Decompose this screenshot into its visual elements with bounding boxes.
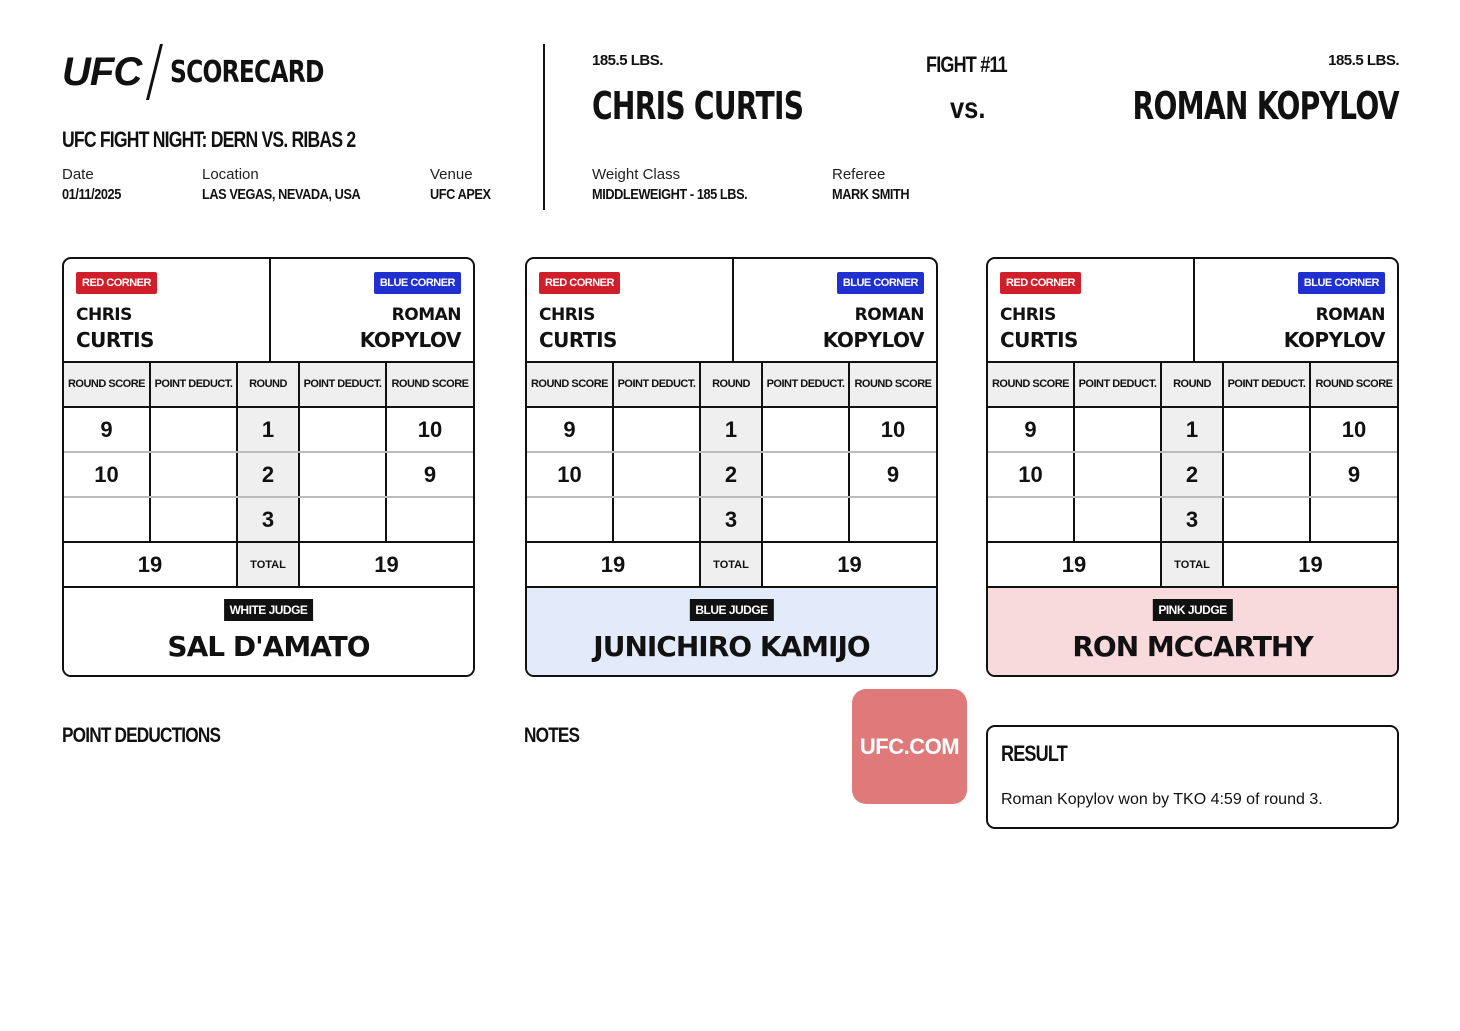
blue-round-score-header: ROUND SCORE: [386, 363, 473, 407]
judge-scorecard-1: [62, 257, 475, 677]
red-point-deduct-header: POINT DEDUCT.: [1074, 363, 1161, 407]
corner-divider: [1193, 259, 1195, 363]
red-round-score: 9: [988, 407, 1074, 452]
total-row: [64, 542, 473, 587]
score-table: [64, 363, 473, 588]
round-number: 1: [237, 407, 299, 452]
ufc-com-link[interactable]: UFC.COM: [852, 689, 967, 804]
corner-divider: [269, 259, 271, 363]
blue-fighter-name: ROMAN KOPYLOV: [1132, 84, 1399, 128]
total-label: TOTAL: [237, 542, 299, 587]
round-number: 1: [700, 407, 762, 452]
blue-point-deduct-header: POINT DEDUCT.: [299, 363, 386, 407]
scorecard-label: SCORECARD: [170, 54, 324, 90]
total-row: [527, 542, 936, 587]
red-point-deduct: [613, 407, 700, 452]
round-row: [988, 497, 1397, 542]
blue-first-name: ROMAN: [854, 305, 924, 325]
red-corner-badge: RED CORNER: [1000, 272, 1081, 294]
location-block: [202, 166, 388, 203]
red-point-deduct: [613, 452, 700, 497]
blue-fighter-weight: 185.5 LBS.: [1328, 52, 1399, 69]
result-label: RESULT: [1001, 741, 1067, 766]
round-header: ROUND: [237, 363, 299, 407]
round-number: 3: [237, 497, 299, 542]
blue-point-deduct: [1223, 452, 1310, 497]
red-point-deduct: [1074, 452, 1161, 497]
round-number: 3: [700, 497, 762, 542]
red-last-name: CURTIS: [76, 328, 154, 352]
date-label: Date: [62, 166, 94, 183]
judge-badge: PINK JUDGE: [1152, 599, 1232, 621]
judge-name: JUNICHIRO KAMIJO: [593, 630, 870, 663]
blue-point-deduct: [762, 497, 849, 542]
blue-corner-badge: BLUE CORNER: [374, 272, 461, 294]
date-value: 01/11/2025: [62, 186, 121, 203]
score-table-header: [988, 363, 1397, 407]
red-round-score-header: ROUND SCORE: [988, 363, 1074, 407]
red-first-name: CHRIS: [1000, 305, 1056, 325]
judge-badge: WHITE JUDGE: [224, 599, 314, 621]
judge-badge: BLUE JUDGE: [689, 599, 773, 621]
round-row: [64, 407, 473, 452]
red-point-deduct: [150, 452, 237, 497]
red-corner-name: [539, 303, 617, 353]
blue-point-deduct-header: POINT DEDUCT.: [762, 363, 849, 407]
round-row: [988, 407, 1397, 452]
score-table-header: [64, 363, 473, 407]
blue-corner-name: [1284, 303, 1385, 353]
red-round-score: 10: [988, 452, 1074, 497]
red-round-score-header: ROUND SCORE: [527, 363, 613, 407]
blue-point-deduct: [762, 407, 849, 452]
red-corner-badge: RED CORNER: [76, 272, 157, 294]
score-table: [527, 363, 936, 588]
round-number: 1: [1161, 407, 1223, 452]
blue-last-name: KOPYLOV: [359, 328, 461, 352]
red-point-deduct-header: POINT DEDUCT.: [150, 363, 237, 407]
total-row: [988, 542, 1397, 587]
red-round-score: 10: [527, 452, 613, 497]
blue-total: 19: [299, 542, 473, 587]
judge-name: RON MCCARTHY: [1072, 630, 1313, 663]
result-box: [986, 725, 1399, 829]
red-first-name: CHRIS: [76, 305, 132, 325]
judge-name: SAL D'AMATO: [167, 630, 370, 663]
blue-corner-badge: BLUE CORNER: [1298, 272, 1385, 294]
red-point-deduct: [150, 407, 237, 452]
red-total: 19: [527, 542, 700, 587]
card-corners: [64, 259, 473, 363]
versus-label: vs.: [950, 92, 986, 125]
total-label: TOTAL: [1161, 542, 1223, 587]
round-header: ROUND: [1161, 363, 1223, 407]
blue-point-deduct: [1223, 497, 1310, 542]
card-corners: [527, 259, 936, 363]
card-corners: [988, 259, 1397, 363]
fight-number: FIGHT #11: [926, 52, 1007, 77]
location-label: Location: [202, 166, 259, 183]
blue-last-name: KOPYLOV: [1283, 328, 1385, 352]
corner-divider: [732, 259, 734, 363]
location-value: LAS VEGAS, NEVADA, USA: [202, 186, 361, 203]
header-divider: [543, 44, 545, 210]
red-round-score: 9: [527, 407, 613, 452]
red-fighter-name: CHRIS CURTIS: [592, 84, 804, 128]
venue-block: [430, 166, 501, 203]
weight-class-block: [592, 166, 775, 203]
red-total: 19: [988, 542, 1161, 587]
blue-last-name: KOPYLOV: [822, 328, 924, 352]
red-corner-badge: RED CORNER: [539, 272, 620, 294]
total-label: TOTAL: [700, 542, 762, 587]
red-total: 19: [64, 542, 237, 587]
ufc-scorecard-logo: [62, 44, 367, 100]
blue-point-deduct-header: POINT DEDUCT.: [1223, 363, 1310, 407]
blue-round-score: 10: [849, 407, 936, 452]
notes-label: NOTES: [524, 724, 580, 747]
blue-corner-name: [823, 303, 924, 353]
round-row: [988, 452, 1397, 497]
red-fighter-weight: 185.5 LBS.: [592, 52, 663, 69]
red-point-deduct: [150, 497, 237, 542]
blue-point-deduct: [299, 497, 386, 542]
blue-point-deduct: [299, 407, 386, 452]
red-point-deduct: [613, 497, 700, 542]
round-row: [527, 452, 936, 497]
logo-slash: [146, 44, 163, 100]
blue-total: 19: [1223, 542, 1397, 587]
blue-point-deduct: [762, 452, 849, 497]
weight-class-label: Weight Class: [592, 166, 681, 183]
red-first-name: CHRIS: [539, 305, 595, 325]
judge-section: [64, 588, 473, 677]
blue-corner-badge: BLUE CORNER: [837, 272, 924, 294]
blue-round-score: [1310, 497, 1397, 542]
red-round-score: [988, 497, 1074, 542]
blue-round-score: 10: [386, 407, 473, 452]
blue-first-name: ROMAN: [1315, 305, 1385, 325]
blue-point-deduct: [1223, 407, 1310, 452]
red-round-score-header: ROUND SCORE: [64, 363, 150, 407]
blue-total: 19: [762, 542, 936, 587]
round-header: ROUND: [700, 363, 762, 407]
judge-section: [988, 588, 1397, 677]
event-title: UFC FIGHT NIGHT: DERN VS. RIBAS 2: [62, 127, 356, 152]
ufc-logo: UFC: [62, 49, 142, 94]
blue-round-score-header: ROUND SCORE: [849, 363, 936, 407]
round-row: [64, 452, 473, 497]
blue-corner-name: [360, 303, 461, 353]
round-number: 3: [1161, 497, 1223, 542]
red-round-score: 10: [64, 452, 150, 497]
score-table: [988, 363, 1397, 588]
date-block: [62, 166, 131, 203]
judge-scorecard-2: [525, 257, 938, 677]
referee-block: [832, 166, 923, 203]
blue-round-score: 9: [1310, 452, 1397, 497]
point-deductions-label: POINT DEDUCTIONS: [62, 724, 221, 747]
round-number: 2: [700, 452, 762, 497]
red-round-score: [64, 497, 150, 542]
round-row: [64, 497, 473, 542]
blue-round-score-header: ROUND SCORE: [1310, 363, 1397, 407]
result-text: Roman Kopylov won by TKO 4:59 of round 3.: [1001, 791, 1323, 808]
red-point-deduct: [1074, 407, 1161, 452]
judge-scorecard-3: [986, 257, 1399, 677]
red-round-score: [527, 497, 613, 542]
round-number: 2: [237, 452, 299, 497]
red-last-name: CURTIS: [1000, 328, 1078, 352]
referee-value: MARK SMITH: [832, 186, 910, 203]
venue-value: UFC APEX: [430, 186, 491, 203]
score-table-header: [527, 363, 936, 407]
blue-round-score: [849, 497, 936, 542]
blue-first-name: ROMAN: [391, 305, 461, 325]
blue-round-score: 9: [849, 452, 936, 497]
round-number: 2: [1161, 452, 1223, 497]
red-point-deduct-header: POINT DEDUCT.: [613, 363, 700, 407]
red-round-score: 9: [64, 407, 150, 452]
weight-class-value: MIDDLEWEIGHT - 185 LBS.: [592, 186, 748, 203]
blue-round-score: 9: [386, 452, 473, 497]
blue-point-deduct: [299, 452, 386, 497]
red-corner-name: [1000, 303, 1078, 353]
red-corner-name: [76, 303, 154, 353]
venue-label: Venue: [430, 166, 473, 183]
red-last-name: CURTIS: [539, 328, 617, 352]
referee-label: Referee: [832, 166, 886, 183]
round-row: [527, 497, 936, 542]
blue-round-score: [386, 497, 473, 542]
round-row: [527, 407, 936, 452]
blue-round-score: 10: [1310, 407, 1397, 452]
judge-section: [527, 588, 936, 677]
red-point-deduct: [1074, 497, 1161, 542]
